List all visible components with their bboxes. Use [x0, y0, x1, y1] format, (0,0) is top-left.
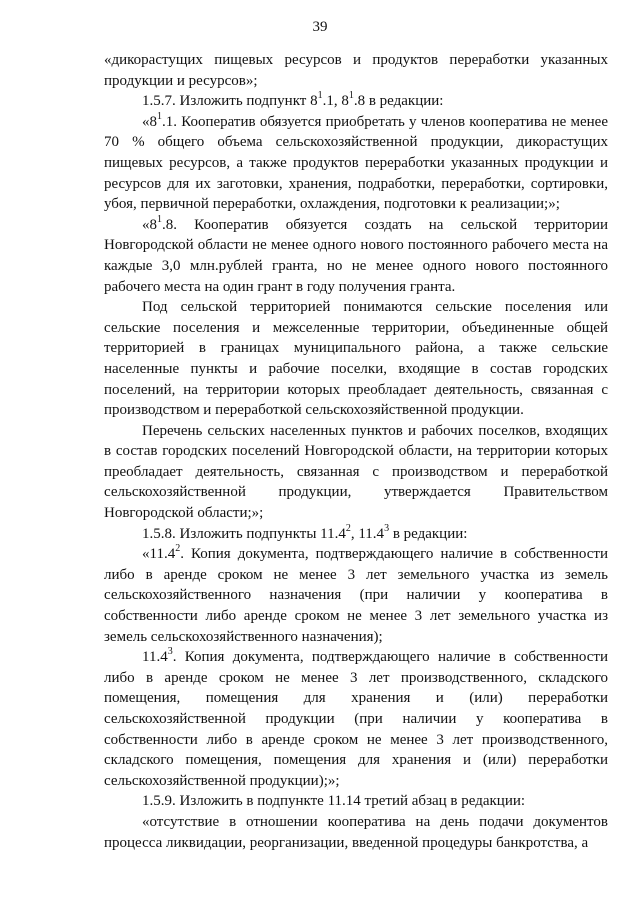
document-body: [104, 50, 608, 853]
paragraph: 11.4$^3$. Копия документа, подтверждающего наличие в собственности либо в аренде сроком не менее 3 лет производственного, складского помещения, помещения для хранения и (или) переработки сельскохозяйственной продукции (при наличии у кооператива в собственности либо в аренде сроком не менее 3 лет производственного, складского помещения, помещения для хранения и (или) переработки сельскохозяйственной продукции);»;: [104, 646, 608, 789]
paragraph: 1.5.9. Изложить в подпункте 11.14 третий абзац в редакции:: [142, 793, 526, 810]
paragraph: «11.4$^2$. Копия документа, подтверждающего наличие в собственности либо в аренде сроком не менее 3 лет земельного участка из земель сельскохозяйственного назначения (при наличии у кооператива в собственности либо аренде сроком не менее 3 лет земельного участка из земель сельскохозяйственного назначения);: [104, 543, 608, 645]
paragraph: «$8^1.1$. Кооператив обязуется приобретать у членов кооператива не менее 70 % общего объема сельскохозяйственной продукции, дикорастущих пищевых ресурсов, а также продуктов переработки указанных продукции и ресурсов для их заготовки, хранения, подработки, переработки, сортировки, убоя, первичной переработки, охлаждения, подготовки к реализации;»;: [104, 110, 608, 213]
paragraph: «отсутствие в отношении кооператива на день подачи документов процесса ликвидации, реорганизации, введенной процедуры банкротства, а: [104, 813, 608, 851]
paragraph: Под сельской территорией понимаются сельские поселения или сельские поселения и межселенные территории, объединенные общей территорией в границах муниципального района, а также сельские населенные пункты и рабочие поселки, входящие в состав городских поселений, на территории которых преобладает деятельность, связанная с производством и переработкой сельскохозяйственной продукции.: [104, 299, 608, 419]
page-number: 39: [312, 19, 328, 35]
paragraph: «дикорастущих пищевых ресурсов и продуктов переработки указанных продукции и ресурсов»;: [104, 52, 608, 89]
paragraph: 1.5.8. Изложить подпункты 11.4$^2$, 11.4$^3$ в редакции:: [142, 522, 468, 542]
paragraph: «$8^1.8$. Кооператив обязуется создать на сельской территории Новгородской области не менее одного нового постоянного рабочего места на каждые 3,0 млн.рублей гранта, но не менее одного нового постоянного рабочего места на один грант в году получения гранта.: [104, 213, 608, 295]
paragraph: 1.5.7. Изложить подпункт $8^1.1$, $8^1.8$ в редакции:: [142, 90, 444, 110]
paragraph: Перечень сельских населенных пунктов и рабочих поселков, входящих в состав городских поселений Новгородской области, на территории которых преобладает деятельность, связанная с производством и переработкой сельскохозяйственной продукции, утверждается Правительством Новгородской области;»;: [104, 422, 608, 522]
